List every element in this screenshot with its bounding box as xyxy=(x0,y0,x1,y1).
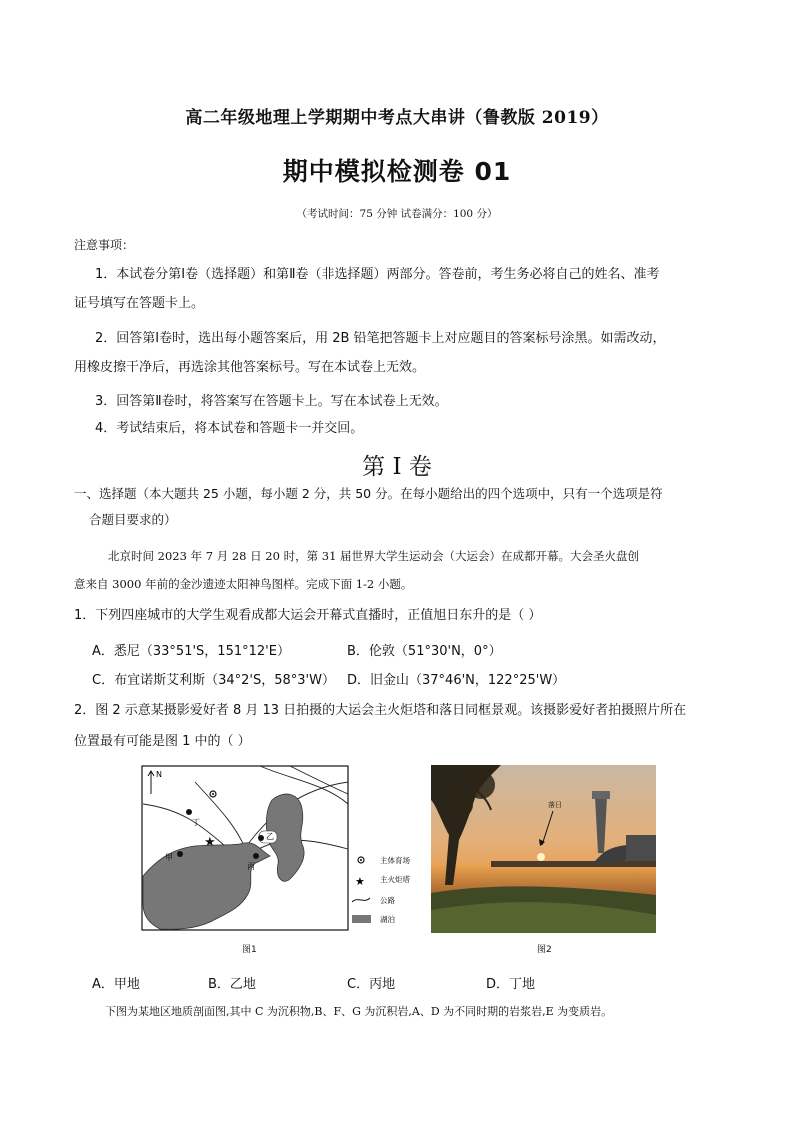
figure-2-photo xyxy=(431,765,656,933)
label-yi: 乙 xyxy=(266,832,274,841)
note-2-line-2: 用橡皮擦干净后，再选涂其他答案标号。写在本试卷上无效。 xyxy=(74,360,426,375)
q2-option-c: C．丙地 xyxy=(347,977,396,992)
series-title: 高二年级地理上学期期中考点大串讲（鲁教版 2019） xyxy=(185,108,609,128)
q2-option-a: A．甲地 xyxy=(92,977,140,992)
q1-option-d: D．旧金山（37°46'N，122°25'W） xyxy=(347,673,566,688)
q2-stem-line-2: 位置最有可能是图 1 中的（ ） xyxy=(74,734,251,749)
point-yi xyxy=(258,835,264,841)
torch-star-icon: ★ xyxy=(204,835,216,850)
q1-option-c: C．布宜诺斯艾利斯（34°2'S，58°3'W） xyxy=(92,673,335,688)
label-ding: 丁 xyxy=(192,818,200,827)
figure-1-map xyxy=(140,764,440,936)
legend-road-label: 公路 xyxy=(380,896,395,905)
section-title: 第 I 卷 xyxy=(362,454,432,480)
part-heading-line-1: 一、选择题（本大题共 25 小题，每小题 2 分，共 50 分。在每小题给出的四个选项中，只有一个选项是符 xyxy=(74,486,663,501)
q1-option-b: B．伦敦（51°30'N，0°） xyxy=(347,644,502,659)
north-label: N xyxy=(156,770,162,779)
note-1-line-2: 证号填写在答题卡上。 xyxy=(74,296,205,311)
legend-torch-icon: ★ xyxy=(355,875,365,888)
exam-info: （考试时间：75 分钟 试卷满分：100 分） xyxy=(296,208,498,220)
notes-heading: 注意事项： xyxy=(74,238,135,252)
annotation-sunset: 落日 xyxy=(548,801,562,809)
q2-stem-line-1: 2．图 2 示意某摄影爱好者 8 月 13 日拍摄的大运会主火炬塔和落日同框景观。该摄影爱好者拍摄照片所在 xyxy=(74,703,687,718)
part-heading-line-2: 合题目要求的） xyxy=(89,512,177,527)
q1-stem: 1．下列四座城市的大学生观看成都大运会开幕式直播时，正值旭日东升的是（ ） xyxy=(74,608,542,623)
legend-lake-icon xyxy=(352,915,371,923)
q2-option-d: D．丁地 xyxy=(486,977,536,992)
note-1-line-1: 1．本试卷分第Ⅰ卷（选择题）和第Ⅱ卷（非选择题）两部分。答卷前，考生务必将自己的姓名、准考 xyxy=(95,267,660,282)
note-2-line-1: 2．回答第Ⅰ卷时，选出每小题答案后，用 2B 铅笔把答题卡上对应题目的答案标号涂黑。如需改动， xyxy=(95,331,666,346)
passage-1-line-2: 意来自 3000 年前的金沙遗迹太阳神鸟图样。完成下面 1-2 小题。 xyxy=(74,577,413,591)
note-4: 4．考试结束后，将本试卷和答题卡一并交回。 xyxy=(95,421,364,436)
sun-icon xyxy=(537,853,545,861)
point-bing xyxy=(253,853,259,859)
figure-1-caption: 图1 xyxy=(242,945,257,955)
legend-road-icon xyxy=(352,898,370,902)
point-jia xyxy=(177,851,183,857)
exam-title: 期中模拟检测卷 01 xyxy=(282,157,512,186)
label-bing: 丙 xyxy=(247,862,255,871)
q2-option-b: B．乙地 xyxy=(208,977,256,992)
legend-lake-label: 湖泊 xyxy=(380,915,395,924)
label-jia: 甲 xyxy=(165,853,173,862)
legend-torch-label: 主火炬塔 xyxy=(380,875,410,884)
legend-stadium-label: 主体育场 xyxy=(380,856,410,865)
passage-2-line-1: 下图为某地区地质剖面图,其中 C 为沉积物,B、F、G 为沉积岩,A、D 为不同时期的岩浆岩,E 为变质岩。 xyxy=(105,1005,613,1018)
note-3: 3．回答第Ⅱ卷时，将答案写在答题卡上。写在本试卷上无效。 xyxy=(95,394,448,409)
map-legend xyxy=(352,855,410,924)
figure-2-caption: 图2 xyxy=(537,945,552,955)
passage-1-line-1: 北京时间 2023 年 7 月 28 日 20 时，第 31 届世界大学生运动会（大运会）在成都开幕。大会圣火盘创 xyxy=(108,549,640,563)
point-ding xyxy=(186,809,192,815)
q1-option-a: A．悉尼（33°51'S，151°12'E） xyxy=(92,644,290,659)
